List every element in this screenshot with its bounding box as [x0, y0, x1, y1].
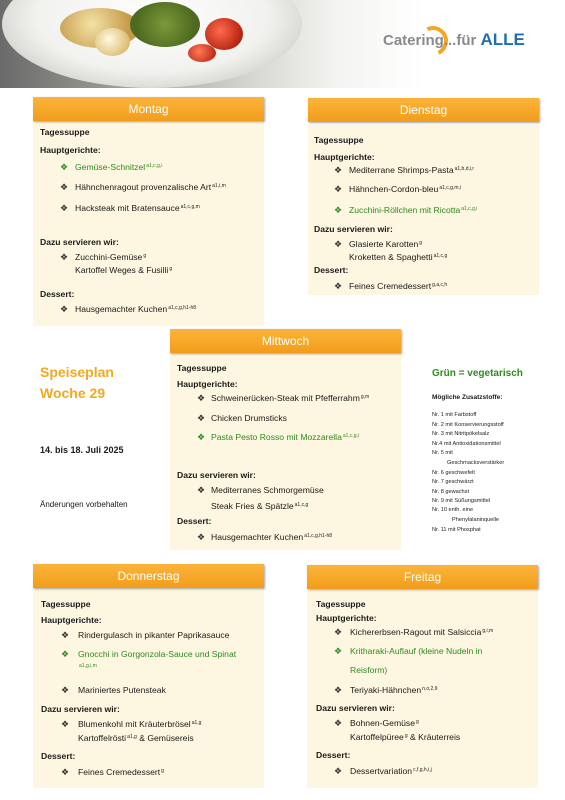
day-header-tuesday: Dienstag [308, 98, 539, 122]
additive-item: Nr. 9 mit Süßungsmittel [432, 498, 491, 504]
additive-item: Nr. 5 mit [432, 450, 453, 456]
additive-item: Phenylalaninquelle [452, 517, 499, 523]
additive-item: Nr. 8 gewachst [432, 489, 469, 495]
dessert-label: Dessert: [316, 750, 351, 760]
bullet-icon: ❖ [61, 630, 70, 640]
main-dish: Hähnchen-Cordon-bleu$^{a1,c,g,m,i}$ [349, 184, 462, 194]
mains-label: Hauptgerichte: [177, 379, 238, 389]
sides-label: Dazu servieren wir: [40, 237, 119, 247]
food-item [130, 2, 200, 47]
bullet-icon: ❖ [334, 205, 343, 215]
bullet-icon: ❖ [60, 182, 69, 192]
side-dish: Kroketten & Spaghetti$^{a1,c,g}$ [349, 252, 448, 262]
dessert-label: Dessert: [314, 265, 349, 275]
bullet-icon: ❖ [334, 239, 343, 249]
bullet-icon: ❖ [334, 184, 343, 194]
bullet-icon: ❖ [197, 532, 206, 542]
bullet-icon: ❖ [61, 649, 70, 659]
dessert-label: Dessert: [40, 289, 75, 299]
main-dish: Kichererbsen-Ragout mit Salsiccia$^{g,i,m}$ [350, 627, 494, 637]
bullet-icon: ❖ [197, 432, 206, 442]
soup-label: Tagessuppe [177, 363, 227, 373]
mains-label: Hauptgerichte: [314, 152, 375, 162]
bullet-icon: ❖ [334, 165, 343, 175]
additive-item: Nr.4 mit Antioxidationsmittel [432, 441, 501, 447]
dessert-item: Hausgemachter Kuchen$^{a1,c,g,h1-h8}$ [211, 532, 333, 542]
mains-label: Hauptgerichte: [316, 613, 377, 623]
main-dish: Gemüse-Schnitzel$^{a1,c,g,i}$ [75, 162, 163, 172]
side-dish: Mediterranes Schmorgemüse [211, 485, 324, 495]
bullet-icon: ❖ [60, 203, 69, 213]
soup-label: Tagessuppe [41, 599, 91, 609]
side-dish: Kartoffelrösti$^{a1,g}$ & Gemüsereis [78, 733, 194, 743]
soup-label: Tagessuppe [40, 127, 90, 137]
additive-item: Nr. 10 enth. eine [432, 507, 474, 513]
main-dish-additives: a1,g,i,m [79, 663, 97, 669]
sides-label: Dazu servieren wir: [177, 470, 256, 480]
side-dish: Kartoffel Weges & Fusilli$^g$ [75, 265, 173, 275]
additive-item: Geschmacksverstärker [447, 460, 505, 466]
main-dish: Gnocchi in Gorgonzola-Sauce und Spinat [78, 649, 237, 659]
brand-logo [383, 30, 525, 50]
day-header-monday: Montag [33, 97, 264, 121]
plan-title-line1: Speiseplan [40, 364, 114, 380]
additive-item: Nr. 3 mit Nitritpökelsalz [432, 431, 490, 437]
day-header-thursday: Donnerstag [33, 564, 264, 588]
sides-label: Dazu servieren wir: [41, 704, 120, 714]
plan-changes-note: Änderungen vorbehalten [40, 500, 128, 509]
main-dish: Hähnchenragout provenzalische Art$^{a1,i,m}$ [75, 182, 226, 192]
additive-item: Nr. 6 geschwefelt [432, 470, 475, 476]
day-header-friday: Freitag [307, 565, 538, 589]
plan-title-line2: Woche 29 [40, 385, 106, 401]
side-dish: Glasierte Karotten$^g$ [349, 239, 423, 249]
sides-label: Dazu servieren wir: [316, 703, 395, 713]
side-dish: Steak Fries & Spätzle$^{a1,c,g}$ [211, 501, 309, 511]
bullet-icon: ❖ [197, 413, 206, 423]
dessert-item: Hausgemachter Kuchen$^{a1,c,g,h1-h8}$ [75, 304, 197, 314]
dessert-label: Dessert: [177, 516, 212, 526]
main-dish: Mariniertes Putensteak [78, 685, 166, 695]
bullet-icon: ❖ [60, 162, 69, 172]
main-dish: Chicken Drumsticks [211, 413, 287, 423]
logo-prefix: Catering...für [383, 32, 477, 49]
bullet-icon: ❖ [61, 685, 70, 695]
side-dish: Blumenkohl mit Kräuterbrösel$^{a1,g}$ [78, 719, 202, 729]
bullet-icon: ❖ [334, 281, 343, 291]
main-dish: Mediterrane Shrimps-Pasta$^{a1,b,d,i,r}$ [349, 165, 475, 175]
bullet-icon: ❖ [197, 485, 206, 495]
additive-item: Nr. 1 mit Farbstoff [432, 412, 477, 418]
main-dish-continued: Reisform) [350, 665, 388, 675]
mains-label: Hauptgerichte: [41, 615, 102, 625]
bullet-icon: ❖ [334, 627, 343, 637]
main-dish: Kritharaki-Auflauf (kleine Nudeln in [350, 646, 483, 656]
plan-title [40, 362, 114, 404]
bullet-icon: ❖ [60, 304, 69, 314]
tomato-image [188, 44, 216, 62]
bullet-icon: ❖ [334, 685, 343, 695]
bullet-icon: ❖ [334, 766, 343, 776]
dessert-label: Dessert: [41, 751, 76, 761]
main-dish: Schweinerücken-Steak mit Pfefferrahm$^{g,m}$ [211, 393, 370, 403]
additive-item: Nr. 2 mit Konservierungsstoff [432, 422, 504, 428]
main-dish: Pasta Pesto Rosso mit Mozzarella$^{a1,c,g,i}$ [211, 432, 359, 442]
main-dish: Hacksteak mit Bratensauce$^{a1,c,g,m}$ [75, 203, 200, 213]
main-dish: Teriyaki-Hähnchen$^{n,o,2,9}$ [350, 685, 438, 695]
side-dish: Zucchini-Gemüse$^g$ [75, 252, 147, 262]
header-banner [0, 0, 565, 88]
additive-item: Nr. 11 mit Phosphat [432, 527, 481, 533]
dessert-item: Feines Cremedessert$^g$ [78, 767, 164, 777]
food-item [95, 28, 130, 56]
plan-dates: 14. bis 18. Juli 2025 [40, 445, 124, 455]
bullet-icon: ❖ [197, 393, 206, 403]
logo-strong: ALLE [480, 30, 525, 49]
bullet-icon: ❖ [334, 646, 343, 656]
main-dish: Rindergulasch in pikanter Paprikasauce [78, 630, 230, 640]
additive-item: Nr. 7 geschwärzt [432, 479, 474, 485]
soup-label: Tagessuppe [314, 135, 364, 145]
legend-additives-title: Mögliche Zusatzstoffe: [432, 394, 503, 401]
mains-label: Hauptgerichte: [40, 145, 101, 155]
main-dish: Zucchini-Röllchen mit Ricotta$^{a1,c,g,i}$ [349, 205, 478, 215]
bullet-icon: ❖ [60, 252, 69, 262]
bullet-icon: ❖ [334, 718, 343, 728]
day-header-wednesday: Mittwoch [170, 329, 401, 353]
dessert-item: Dessertvariation$^{c,f,g,h,i,j}$ [350, 766, 432, 776]
bullet-icon: ❖ [61, 719, 70, 729]
dessert-item: Feines Cremedessert$^{g,a,c,h}$ [349, 281, 448, 291]
bullet-icon: ❖ [61, 767, 70, 777]
legend-vegetarian: Grün = vegetarisch [432, 368, 523, 379]
side-dish: Bohnen-Gemüse$^g$ [350, 718, 419, 728]
side-dish: Kartoffelpüree$^g$ & Kräuterreis [350, 732, 461, 742]
sides-label: Dazu servieren wir: [314, 224, 393, 234]
soup-label: Tagessuppe [316, 599, 366, 609]
